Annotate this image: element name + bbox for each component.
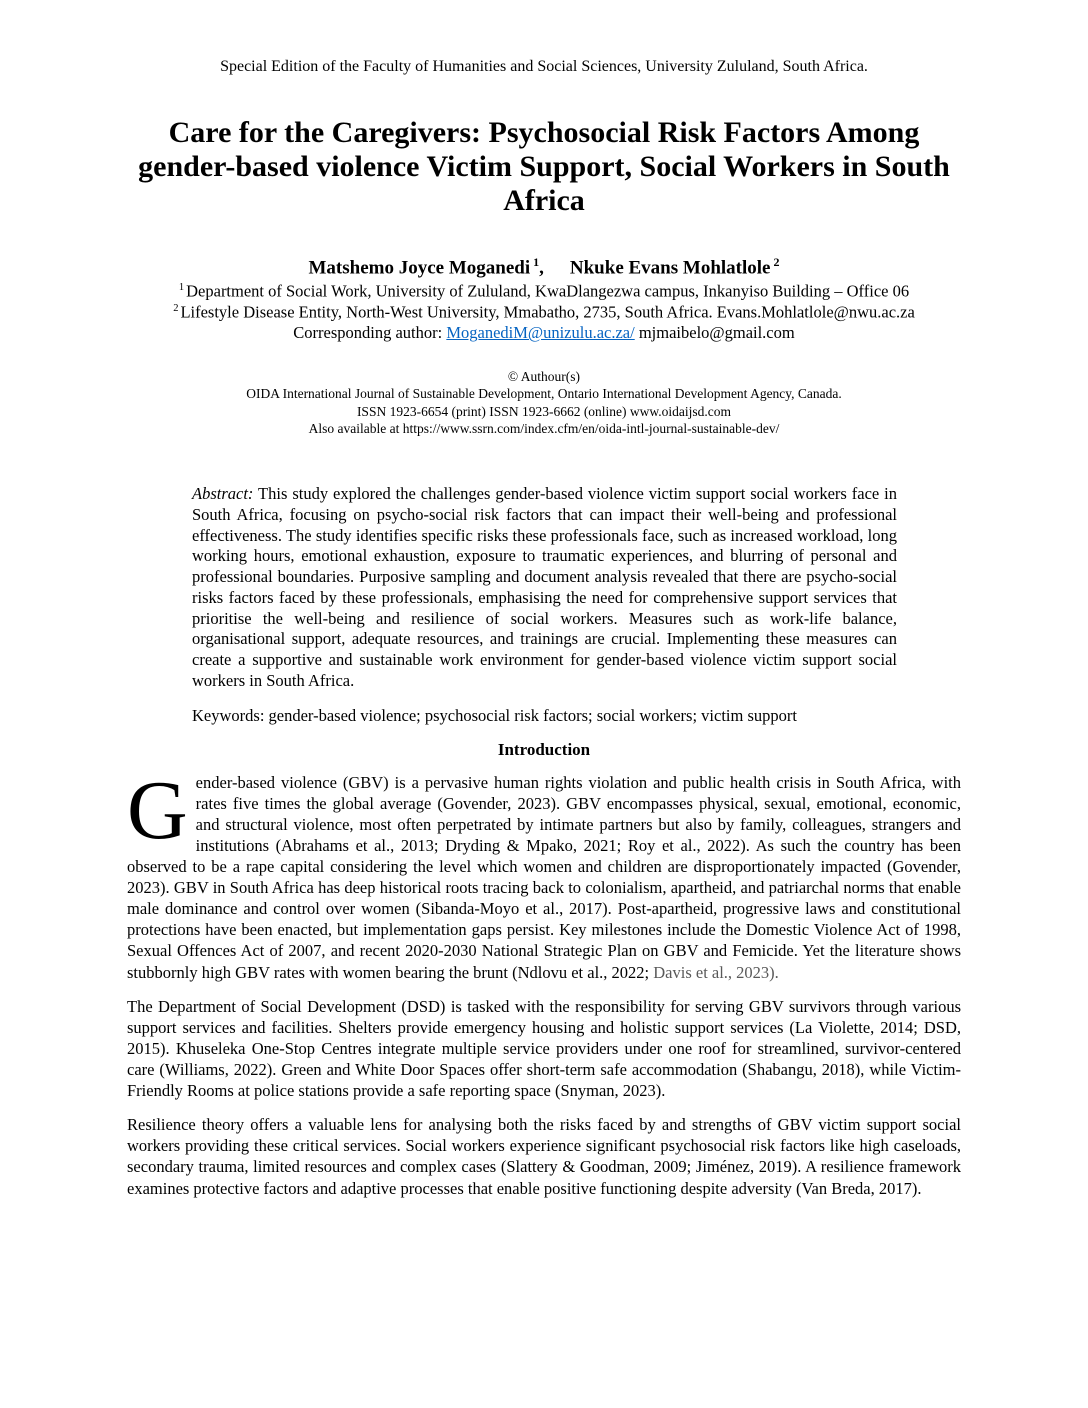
issn-line: ISSN 1923-6654 (print) ISSN 1923-6662 (online) www.oidaijsd.com xyxy=(356,403,732,419)
copyright-line: © Authour(s) xyxy=(507,368,581,384)
journal-header-note: Special Edition of the Faculty of Humanities and Social Sciences, University Zululand, South Africa. xyxy=(220,58,868,75)
abstract-text: This study explored the challenges gender-based violence victim support social workers face in South Africa, focusing on psycho-social risk factors that can impact their well-being and professional effectiveness. The study identifies specific risks these professionals face, such as increased workload, long working hours, emotional exhaustion, exposure to traumatic experiences, and blurring of personal and professional boundaries. Purposive sampling and document analysis revealed that there are psycho-social risks factors faced by these professionals, emphasising the need for comprehensive support services that prioritise the well-being and resilience of social workers. Measures such as work-life balance, organisational support, adequate resources, and trainings are crucial. Implementing these measures can create a supportive and sustainable work environment for gender-based violence victim support social workers in South Africa. xyxy=(192,483,897,690)
imprint-block xyxy=(127,368,961,438)
introduction-paragraph-3: Resilience theory offers a valuable lens for analysing both the risks faced by and strengths of GBV victim support social workers providing these critical services. Social workers experience significant psychosocial risk factors like high caseloads, secondary trauma, limited resources and complex cases (Slattery & Goodman, 2009; Jiménez, 2019). A resilience framework examines protective factors and adaptive processes that enable positive functioning despite adversity (Van Breda, 2017). xyxy=(127,1115,961,1198)
authors-separator: , xyxy=(539,256,544,278)
abstract-paragraph xyxy=(192,484,897,692)
affiliation-1-superscript: 1 xyxy=(178,281,185,293)
author-2-name: Nkuke Evans Mohlatlole xyxy=(569,256,771,278)
introduction-paragraph-2: The Department of Social Development (DSD) is tasked with the responsibility for serving GBV survivors through various support services and facilities. Shelters provide emergency housing and holistic support services (La Violette, 2014; DSD, 2015). Khuseleka One-Stop Centres integrate multiple service providers under one roof for streamlined, survivor-centered care (Williams, 2022). Green and White Door Spaces offer short-term safe accommodation (Shabangu, 2018), while Victim-Friendly Rooms at police stations provide a safe reporting space (Snyman, 2023). xyxy=(127,996,961,1101)
journal-name-line: OIDA International Journal of Sustainable Development, Ontario International Development Agency, Canada. xyxy=(246,386,842,402)
corresponding-author-alt-email: mjmaibelo@gmail.com xyxy=(634,323,795,343)
author-2-superscript: 2 xyxy=(773,254,780,269)
gray-citation-fragment: Davis et al., 2023). xyxy=(649,962,779,982)
author-1-superscript: 1 xyxy=(533,254,540,269)
introduction-paragraph-1 xyxy=(127,763,961,983)
introduction-heading: Introduction xyxy=(497,739,591,759)
affiliation-2 xyxy=(127,302,961,323)
corresponding-author-email-link[interactable]: MoganediM@unizulu.ac.za/ xyxy=(446,323,635,343)
paper-title: Care for the Caregivers: Psychosocial Risk Factors Among gender-based violence Victim Support, Social Workers in South Africa xyxy=(138,116,950,218)
corresponding-author-line xyxy=(127,323,961,344)
affiliation-1-text: Department of Social Work, University of Zululand, KwaDlangezwa campus, Inkanyiso Building – Office 06 xyxy=(186,281,910,301)
introduction-paragraph-1-text: ender-based violence (GBV) is a pervasive human rights violation and public health crisis in South Africa, with rates five times the global average (Govender, 2023). GBV encompasses physical, sexual, emotional, economic, and structural violence, most often perpetrated by intimate partners but also by family, colleagues, strangers and institutions (Abrahams et al., 2013; Dryding & Mpako, 2021; Roy et al., 2022). As such the country has been observed to be a rape capital considering the level which women and children are disproportionately impacted (Govender, 2023). GBV in South Africa has deep historical roots tracing back to colonialism, apartheid, and patriarchal norms that enable male dominance and control over women (Sibanda-Moyo et al., 2017). Post-apartheid, progressive laws and constitutional protections have been enacted, but implementation gaps persist. Key milestones include the Domestic Violence Act of 1998, Sexual Offences Act of 2007, and recent 2020-2030 National Strategic Plan on GBV and Femicide. Yet the literature shows stubbornly high GBV rates with women bearing the brunt (Ndlovu et al., 2022; xyxy=(127,772,961,982)
affiliation-2-text: Lifestyle Disease Entity, North-West University, Mmabatho, 2735, South Africa. Evans.Mohlatlole@nwu.ac.za xyxy=(180,302,915,322)
dropcap-letter: G xyxy=(127,763,188,857)
author-1-name: Matshemo Joyce Moganedi xyxy=(308,256,531,278)
affiliation-1 xyxy=(127,281,961,302)
keywords-line: Keywords: gender-based violence; psychosocial risk factors; social workers; victim support xyxy=(192,705,797,725)
affiliation-2-superscript: 2 xyxy=(173,303,179,315)
corresponding-author-prefix: Corresponding author: xyxy=(293,323,447,343)
abstract-label: Abstract: xyxy=(192,483,254,503)
authors-line xyxy=(127,255,961,279)
availability-line: Also available at https://www.ssrn.com/index.cfm/en/oida-intl-journal-sustainable-dev/ xyxy=(308,421,780,437)
